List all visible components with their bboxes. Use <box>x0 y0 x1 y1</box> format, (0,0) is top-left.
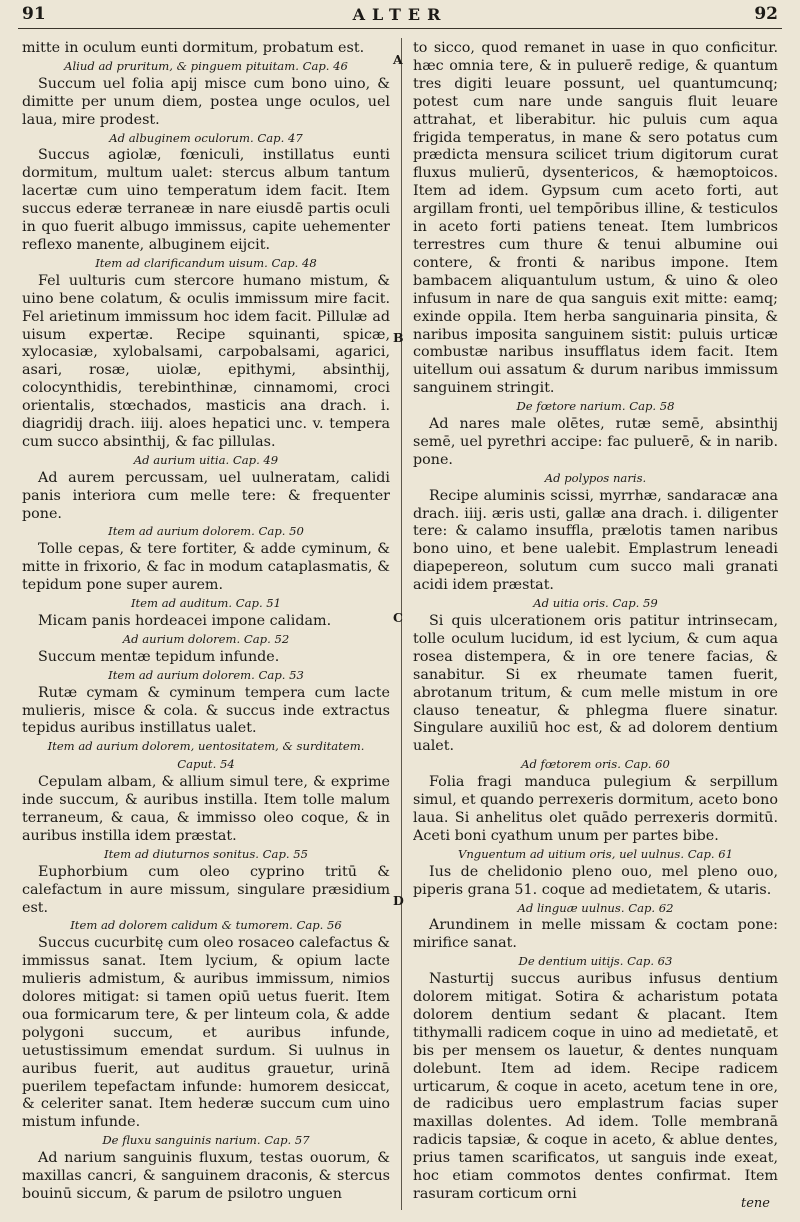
left-chapter-heading: De fluxu sanguinis narium. Cap. 57 <box>102 1133 310 1148</box>
left-paragraph: Ad aurem percussam, uel uulneratam, calidi panis interiora cum melle tere: & frequenter pone. <box>22 469 390 522</box>
right-paragraph: Ius de chelidonio pleno ouo, mel pleno ouo, piperis grana 51. coque ad medietatem, & utaris. <box>413 863 778 898</box>
left-chapter-heading: Item ad aurium dolorem, uentositatem, & surditatem. <box>47 739 365 754</box>
left-paragraph: Tolle cepas, & tere fortiter, & adde cyminum, & mitte in frixorio, & fac in modum cataplasmatis, & tepidum pone super aurem. <box>22 541 390 594</box>
right-paragraph: Folia fragi manduca pulegium & serpillum simul, et quando perrexeris dormitum, aceto bono laua. Si anhelitus olet quādo perrexeris dormitū. Aceti boni cyathum unum per partes bibe. <box>413 774 778 844</box>
right-paragraph: Recipe aluminis scissi, myrrhæ, sandaracæ ana drach. iiij. æris usti, gallæ ana drach. i. diligenter tere: & calamo insuffla, prælotis tamen naribus bono uino, et bene ualebit. Emplastrum leneadi diapepereon, solutum cum succo mali granati acidi idem præstat. <box>413 487 778 594</box>
running-head: ALTER <box>352 5 448 24</box>
right-chapter-heading: Ad polypos naris. <box>544 470 647 485</box>
left-paragraph: Ad narium sanguinis fluxum, testas ouorum, & maxillas cancri, & sanguinem draconis, & stercus bouinū siccum, & parum de psilotro unguen <box>22 1150 390 1202</box>
right-chapter-heading: Ad fœtorem oris. Cap. 60 <box>521 757 670 772</box>
right-paragraph: Arundinem in melle missam & coctam pone: mirifice sanat. <box>413 917 778 952</box>
left-paragraph: Micam panis hordeacei impone calidam. <box>38 613 332 629</box>
left-paragraph: Cepulam albam, & allium simul tere, & exprime inde succum, & auribus instilla. Item tolle malum terraneum, & caua, & immisso oleo coque, & in auribus instilla idem præstat. <box>22 774 390 844</box>
margin-letter-a: A <box>393 52 403 67</box>
left-chapter-heading: Item ad aurium dolorem. Cap. 50 <box>108 524 304 539</box>
left-chapter-heading: Item ad clarificandum uisum. Cap. 48 <box>95 255 317 270</box>
left-paragraph: Fel uulturis cum stercore humano mistum, & uino bene colatum, & oculis immissum mire facit. Fel arietinum immissum hoc idem facit. Pillulæ ad uisum expertæ. Recipe squinanti, spicæ, xylocasiæ, xylobalsami, carpobalsami, agarici, asari, rosæ, uiolæ, epithymi, absinthij, colocynthidis, terebinthinæ, cinnamomi, croci orientalis, stœchados, masticis ana drach. i. diagridij drach. iiij. aloes hepatici unc. v. tempera cum succo absinthij, & fac pillulas. <box>22 272 390 450</box>
left-paragraph: Euphorbium cum oleo cyprino tritū & calefactum in aure missum, singulare præsidium est. <box>22 863 390 916</box>
margin-letter-c: C <box>393 610 403 625</box>
left-chapter-heading: Item ad dolorem calidum & tumorem. Cap. 56 <box>70 918 342 933</box>
left-chapter-heading: Ad albuginem oculorum. Cap. 47 <box>109 130 303 145</box>
left-chapter-heading: Item ad diuturnos sonitus. Cap. 55 <box>103 846 309 861</box>
right-paragraph: Ad nares male olētes, rutæ semē, absinthij semē, uel pyrethri accipe: fac puluerē, & in narib. pone. <box>413 416 778 468</box>
right-chapter-heading: Ad uitia oris. Cap. 59 <box>533 596 658 611</box>
left-chapter-heading: Item ad auditum. Cap. 51 <box>130 596 282 611</box>
left-paragraph: Succus agiolæ, fœniculi, instillatus eunti dormitum, multum ualet: stercus album tantum lacertæ cum uino temperatum idem facit. Item succus ederæ terraneæ in nare eiusdē partis oculi in quo fuerit albugo immissus, capite uehementer reflexo manente, albuginem eijcit. <box>22 147 390 253</box>
right-paragraph: Si quis ulcerationem oris patitur intrinsecam, tolle oculum lucidum, id est lycium, & cum aqua rosea distempera, & in ore tenere facias, & sanabitur. Si ex rheumate tamen fuerit, abrotanum tritum, & cum melle mistum in ore clauso teneatur, & phlegma fluere sinatur. Singulare auxiliū hoc est, & ad dolorem dentium ualet. <box>413 613 778 755</box>
right-chapter-heading: Ad linguæ uulnus. Cap. 62 <box>517 900 674 915</box>
left-chapter-heading: Item ad aurium dolorem. Cap. 53 <box>108 667 304 682</box>
left-text-column <box>22 40 390 1210</box>
right-paragraph: to sicco, quod remanet in uase in quo conficitur. hæc omnia tere, & in puluerē redige, & quantum tres digiti leuare possunt, uel quantumcunq; potest cum nare unde sanguis fluit leuare attrahat, et liberabitur. hic puluis cum aqua frigida temperatus, in mane & sero potatus cum prædicta mensura scilicet trium digitorum curat fluxus mulierū, dysentericos, & hæmoptoicos. Item ad idem. Gypsum cum aceto forti, aut argillam fronti, uel tempōribus illine, & testiculos in aceto forti patiens teneat. Item lumbricos terrestres cum thure & tenui albumine oui contere, & fronti & naribus impone. Item bambacem aliquantulum ustum, & uino & oleo infusum in nare de qua sanguis exit mitte: eamq; exinde oppila. Item herba sanguinaria pinsita, & naribus imposita sanguinem sistit: puluis urticæ combustæ naribus insufflatus idem facit. Item uitellum oui assatum & durum naribus immissum sanguinem stringit. <box>413 40 778 397</box>
margin-letter-b: B <box>393 330 404 345</box>
left-chapter-heading: Ad aurium dolorem. Cap. 52 <box>122 631 290 646</box>
left-chapter-heading: Caput. 54 <box>177 757 235 772</box>
left-paragraph: Succum mentæ tepidum infunde. <box>38 648 280 665</box>
right-text-column <box>413 40 778 1210</box>
right-page-number: 92 <box>754 4 778 24</box>
page-header <box>0 0 800 40</box>
left-paragraph: Succus cucurbitę cum oleo rosaceo calefactus & immissus sanat. Item lycium, & opium lacte mulieris admistum, & auribus immissum, nimios dolores mitigat: si tamen opiū uetus fuerit. Item oua formicarum tere, & per linteum cola, & adde polygoni succum, et auribus infunde, uetustissimum emendat surdum. Si uulnus in auribus fuerit, aut auditus grauetur, urinā puerilem tepefactam infunde: humorem desiccat, & celeriter sanat. Item hederæ succum cum uino mistum infunde. <box>22 935 390 1131</box>
right-chapter-heading: Vnguentum ad uitium oris, uel uulnus. Cap. 61 <box>457 846 734 861</box>
left-chapter-heading: Aliud ad pruritum, & pinguem pituitam. Cap. 46 <box>64 58 348 73</box>
left-chapter-heading: Ad aurium uitia. Cap. 49 <box>133 452 279 467</box>
header-rule <box>18 28 782 29</box>
catchword: tene <box>741 1196 770 1211</box>
left-paragraph: mitte in oculum eunti dormitum, probatum est. <box>22 40 365 56</box>
left-paragraph: Succum uel folia apij misce cum bono uino, & dimitte per unum diem, postea unge oculos, uel laua, mire prodest. <box>22 75 390 128</box>
right-chapter-heading: De fœtore narium. Cap. 58 <box>516 399 675 414</box>
right-chapter-heading: De dentium uitijs. Cap. 63 <box>518 954 673 969</box>
left-paragraph: Rutæ cymam & cyminum tempera cum lacte mulieris, misce & cola. & succus inde extractus tepidus auribus instillatus ualet. <box>22 684 390 737</box>
right-paragraph: Nasturtij succus auribus infusus dentium dolorem mitigat. Sotira & acharistum potata dolorem dentium sedant & placant. Item tithymalli radicem coque in uino ad medietatē, et bis per mensem os lauetur, & dentes nunquam dolebunt. Item ad idem. Recipe radicem urticarum, & coque in aceto, acetum tene in ore, de radicibus uero emplastrum facias super maxillas dolentes. Ad idem. Tolle membranā radicis tapsiæ, & coque in aceto, & ablue dentes, prius tamen scarificatos, ut sanguis inde exeat, hoc etiam commotos dentes confirmat. Item rasuram corticum orni <box>413 971 778 1202</box>
margin-letter-d: D <box>393 893 404 908</box>
left-page-number: 91 <box>22 4 46 24</box>
